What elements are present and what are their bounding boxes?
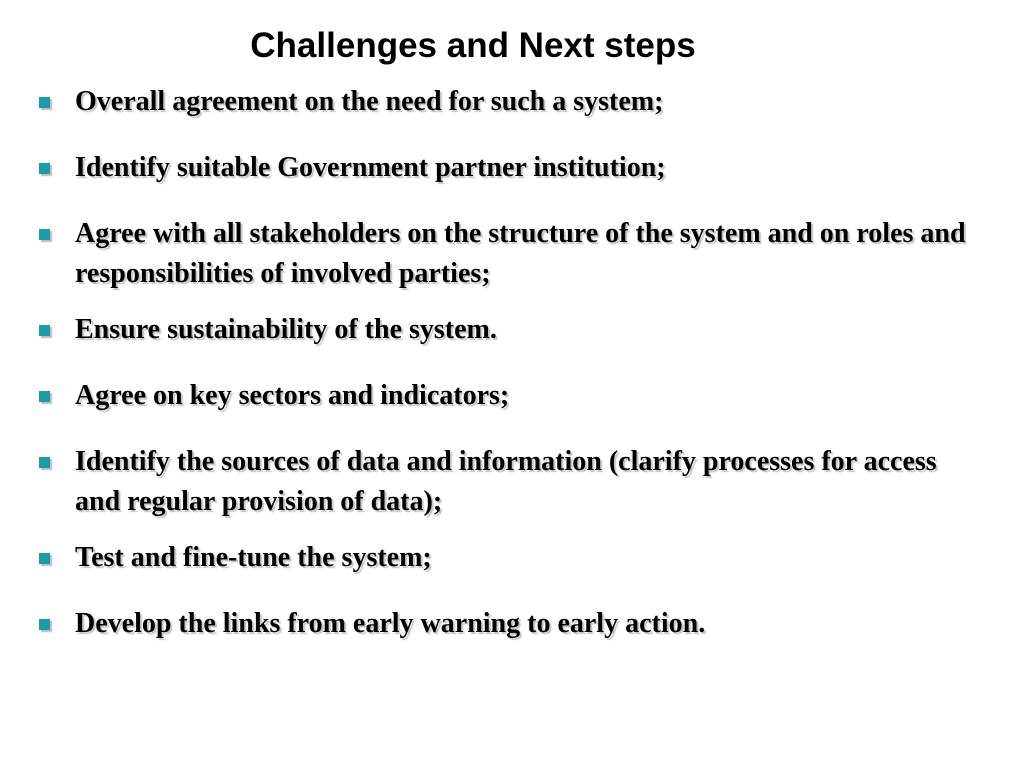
square-bullet-icon bbox=[39, 619, 50, 630]
bullet-item bbox=[37, 442, 987, 522]
bullet-text: Ensure sustainability of the system. bbox=[75, 314, 497, 345]
bullet-text: Overall agreement on the need for such a system; bbox=[75, 86, 664, 117]
square-bullet-icon bbox=[39, 553, 50, 564]
bullet-text: Identify suitable Government partner institution; bbox=[75, 152, 666, 183]
bullet-text: Identify the sources of data and information (clarify processes for access and regular provision of data); bbox=[75, 446, 937, 517]
bullet-text: Agree with all stakeholders on the structure of the system and on roles and responsibilities of involved parties; bbox=[75, 218, 966, 289]
square-bullet-icon bbox=[39, 457, 50, 468]
square-bullet-icon bbox=[39, 229, 50, 240]
bullet-text: Develop the links from early warning to early action. bbox=[75, 608, 706, 639]
bullet-item bbox=[37, 148, 987, 188]
square-bullet-icon bbox=[39, 325, 50, 336]
bullet-text: Agree on key sectors and indicators; bbox=[75, 380, 510, 411]
square-bullet-icon bbox=[39, 163, 50, 174]
slide-title: Challenges and Next steps bbox=[250, 26, 696, 65]
bullet-item bbox=[37, 82, 987, 122]
square-bullet-icon bbox=[39, 391, 50, 402]
bullet-text: Test and fine-tune the system; bbox=[75, 542, 432, 573]
bullet-item bbox=[37, 538, 987, 578]
bullet-item bbox=[37, 376, 987, 416]
bullet-item bbox=[37, 604, 987, 644]
bullet-item bbox=[37, 214, 987, 294]
bullet-item bbox=[37, 310, 987, 350]
square-bullet-icon bbox=[39, 97, 50, 108]
bullet-list bbox=[37, 82, 987, 644]
